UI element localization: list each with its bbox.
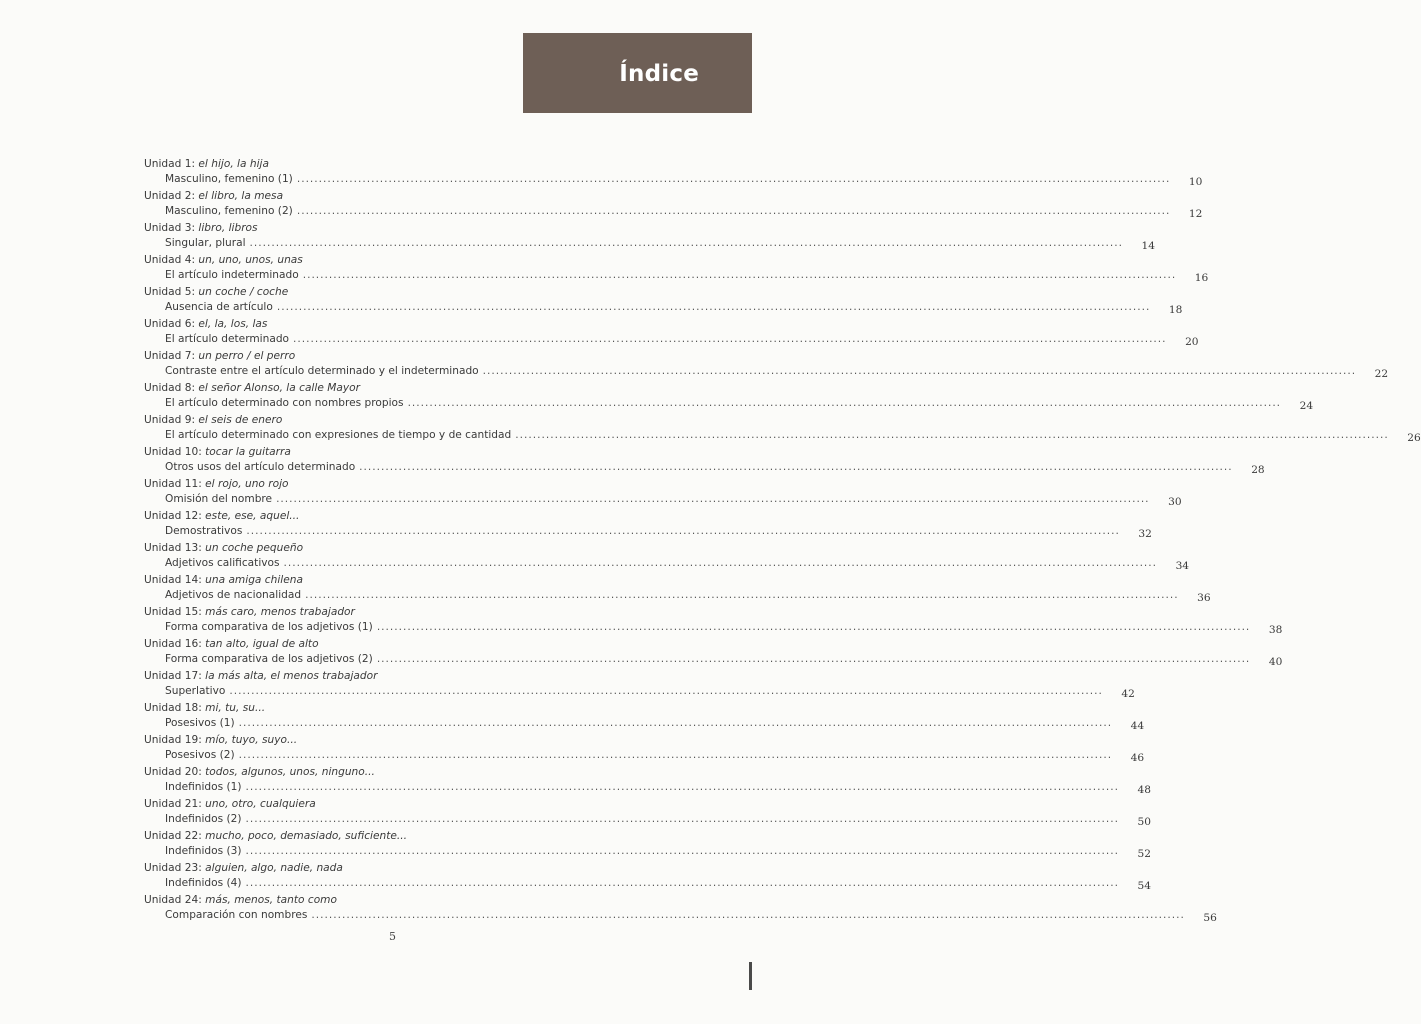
toc-unit-label: Unidad 9: bbox=[144, 414, 196, 426]
toc-unit-line bbox=[144, 317, 646, 332]
toc-unit-line bbox=[144, 797, 646, 812]
dot-leader: ........................................................................................................................................................................................................ bbox=[238, 717, 1113, 729]
toc-unit-line bbox=[144, 381, 646, 396]
toc-page-number: 36 bbox=[1197, 592, 1211, 604]
toc-description-line bbox=[144, 556, 1190, 572]
toc-unit-title: tan alto, igual de alto bbox=[205, 638, 319, 650]
toc-entry bbox=[144, 541, 1190, 573]
toc-page-number: 34 bbox=[1175, 560, 1190, 572]
toc-description: Otros usos del artículo determinado bbox=[165, 461, 356, 473]
toc-description-line bbox=[144, 268, 1209, 284]
toc-entry bbox=[144, 413, 1421, 445]
dot-leader: ........................................................................................................................................................................................................ bbox=[302, 269, 1177, 281]
toc-page-number: 38 bbox=[1268, 624, 1283, 636]
toc-unit-label: Unidad 3: bbox=[144, 222, 196, 234]
toc-page-number: 56 bbox=[1203, 912, 1217, 924]
toc-description-line bbox=[144, 812, 1152, 828]
toc-entry bbox=[144, 189, 1203, 221]
toc-unit-line bbox=[144, 829, 646, 844]
toc-page-number: 22 bbox=[1374, 368, 1389, 380]
toc-description-line bbox=[144, 876, 1152, 892]
toc-description: Singular, plural bbox=[165, 237, 246, 249]
toc-description-line bbox=[144, 396, 1314, 412]
table-of-contents bbox=[144, 157, 1421, 925]
toc-unit-title: mío, tuyo, suyo... bbox=[205, 734, 298, 746]
toc-unit-line bbox=[144, 701, 646, 716]
toc-entry bbox=[144, 765, 1152, 797]
toc-unit-label: Unidad 10: bbox=[144, 446, 202, 458]
dot-leader: ........................................................................................................................................................................................................ bbox=[245, 813, 1120, 825]
dot-leader: ........................................................................................................................................................................................................ bbox=[407, 397, 1282, 409]
toc-entry bbox=[144, 797, 1152, 829]
toc-unit-label: Unidad 11: bbox=[144, 478, 202, 490]
dot-leader: ........................................................................................................................................................................................................ bbox=[276, 301, 1151, 313]
toc-unit-line bbox=[144, 285, 646, 300]
dot-leader: ........................................................................................................................................................................................................ bbox=[283, 557, 1158, 569]
toc-entry bbox=[144, 669, 1135, 701]
toc-entry bbox=[144, 221, 1156, 253]
toc-unit-label: Unidad 1: bbox=[144, 158, 196, 170]
toc-unit-label: Unidad 18: bbox=[144, 702, 202, 714]
dot-leader: ........................................................................................................................................................................................................ bbox=[276, 493, 1150, 505]
toc-unit-label: Unidad 4: bbox=[144, 254, 196, 266]
toc-unit-label: Unidad 5: bbox=[144, 286, 196, 298]
scan-edge-mark bbox=[749, 962, 752, 990]
toc-description: El artículo determinado con expresiones de tiempo y de cantidad bbox=[165, 429, 512, 441]
toc-page-number: 52 bbox=[1137, 848, 1152, 860]
toc-unit-label: Unidad 13: bbox=[144, 542, 202, 554]
toc-unit-title: un coche pequeño bbox=[205, 542, 304, 554]
toc-unit-line bbox=[144, 157, 646, 172]
dot-leader: ........................................................................................................................................................................................................ bbox=[245, 845, 1120, 857]
dot-leader: ........................................................................................................................................................................................................ bbox=[245, 877, 1120, 889]
toc-unit-title: mucho, poco, demasiado, suficiente... bbox=[205, 830, 407, 842]
toc-unit-line bbox=[144, 573, 646, 588]
toc-unit-label: Unidad 17: bbox=[144, 670, 202, 682]
toc-unit-line bbox=[144, 669, 646, 684]
toc-description: El artículo indeterminado bbox=[165, 269, 299, 281]
dot-leader: ........................................................................................................................................................................................................ bbox=[246, 525, 1120, 537]
dot-leader: ........................................................................................................................................................................................................ bbox=[296, 173, 1171, 185]
toc-unit-title: un perro / el perro bbox=[198, 350, 296, 362]
toc-unit-line bbox=[144, 541, 646, 556]
toc-description: Indefinidos (4) bbox=[165, 877, 242, 889]
toc-unit-line bbox=[144, 221, 646, 236]
toc-description: El artículo determinado con nombres propios bbox=[165, 397, 404, 409]
toc-unit-line bbox=[144, 733, 646, 748]
toc-unit-title: el, la, los, las bbox=[198, 318, 268, 330]
toc-description-line bbox=[144, 908, 1217, 924]
dot-leader: ........................................................................................................................................................................................................ bbox=[296, 205, 1171, 217]
toc-page-number: 48 bbox=[1137, 784, 1152, 796]
toc-unit-label: Unidad 2: bbox=[144, 190, 196, 202]
toc-page-number: 12 bbox=[1188, 208, 1203, 220]
toc-entry bbox=[144, 445, 1265, 477]
toc-page-number: 28 bbox=[1251, 464, 1265, 476]
toc-unit-title: el libro, la mesa bbox=[198, 190, 284, 202]
toc-description: Omisión del nombre bbox=[165, 493, 273, 505]
dot-leader: ........................................................................................................................................................................................................ bbox=[238, 749, 1113, 761]
toc-unit-label: Unidad 7: bbox=[144, 350, 196, 362]
toc-description-line bbox=[144, 492, 1182, 508]
toc-entry bbox=[144, 317, 1199, 349]
toc-unit-title: más caro, menos trabajador bbox=[205, 606, 355, 618]
toc-unit-title: tocar la guitarra bbox=[205, 446, 291, 458]
toc-page-number: 50 bbox=[1137, 816, 1152, 828]
toc-page-number: 18 bbox=[1168, 304, 1183, 316]
toc-unit-title: uno, otro, cualquiera bbox=[205, 798, 316, 810]
dot-leader: ........................................................................................................................................................................................................ bbox=[515, 429, 1389, 441]
toc-unit-line bbox=[144, 893, 646, 908]
dot-leader: ........................................................................................................................................................................................................ bbox=[293, 333, 1167, 345]
toc-unit-label: Unidad 22: bbox=[144, 830, 202, 842]
dot-leader: ........................................................................................................................................................................................................ bbox=[305, 589, 1179, 601]
toc-unit-title: todos, algunos, unos, ninguno... bbox=[205, 766, 375, 778]
toc-description-line bbox=[144, 652, 1283, 668]
dot-leader: ........................................................................................................................................................................................................ bbox=[376, 653, 1251, 665]
toc-description: El artículo determinado bbox=[165, 333, 290, 345]
toc-entry bbox=[144, 701, 1145, 733]
toc-page-number: 20 bbox=[1185, 336, 1199, 348]
toc-unit-label: Unidad 8: bbox=[144, 382, 196, 394]
toc-unit-label: Unidad 23: bbox=[144, 862, 202, 874]
toc-page-number: 16 bbox=[1194, 272, 1209, 284]
toc-page-number: 26 bbox=[1407, 432, 1421, 444]
toc-description: Indefinidos (3) bbox=[165, 845, 242, 857]
toc-description-line bbox=[144, 236, 1156, 252]
toc-description-line bbox=[144, 524, 1152, 540]
dot-leader: ........................................................................................................................................................................................................ bbox=[311, 909, 1185, 921]
toc-description-line bbox=[144, 172, 1203, 188]
toc-description: Adjetivos calificativos bbox=[165, 557, 280, 569]
toc-entry bbox=[144, 605, 1283, 637]
toc-unit-title: el hijo, la hija bbox=[198, 158, 269, 170]
toc-description: Indefinidos (2) bbox=[165, 813, 242, 825]
toc-page-number: 10 bbox=[1188, 176, 1203, 188]
toc-entry bbox=[144, 285, 1183, 317]
toc-description-line bbox=[144, 364, 1389, 380]
toc-unit-title: libro, libros bbox=[198, 222, 258, 234]
toc-unit-label: Unidad 20: bbox=[144, 766, 202, 778]
toc-description: Demostrativos bbox=[165, 525, 243, 537]
toc-unit-label: Unidad 21: bbox=[144, 798, 202, 810]
toc-unit-line bbox=[144, 413, 646, 428]
toc-unit-line bbox=[144, 253, 646, 268]
toc-page-number: 44 bbox=[1130, 720, 1145, 732]
toc-entry bbox=[144, 861, 1152, 893]
toc-description-line bbox=[144, 428, 1421, 444]
dot-leader: ........................................................................................................................................................................................................ bbox=[359, 461, 1233, 473]
toc-unit-title: este, ese, aquel... bbox=[205, 510, 300, 522]
toc-unit-label: Unidad 24: bbox=[144, 894, 202, 906]
toc-unit-title: el rojo, uno rojo bbox=[205, 478, 289, 490]
toc-description-line bbox=[144, 620, 1283, 636]
toc-unit-label: Unidad 12: bbox=[144, 510, 202, 522]
toc-description: Superlativo bbox=[165, 685, 226, 697]
toc-page-number: 14 bbox=[1141, 240, 1156, 252]
toc-description: Contraste entre el artículo determinado y el indeterminado bbox=[165, 365, 479, 377]
toc-unit-label: Unidad 14: bbox=[144, 574, 202, 586]
toc-description-line bbox=[144, 748, 1145, 764]
toc-description-line bbox=[144, 460, 1265, 476]
toc-entry bbox=[144, 253, 1209, 285]
toc-description: Indefinidos (1) bbox=[165, 781, 242, 793]
toc-description: Forma comparativa de los adjetivos (2) bbox=[165, 653, 373, 665]
toc-unit-line bbox=[144, 509, 646, 524]
toc-entry bbox=[144, 637, 1283, 669]
toc-unit-title: mi, tu, su... bbox=[205, 702, 266, 714]
toc-entry bbox=[144, 381, 1314, 413]
toc-description: Posesivos (2) bbox=[165, 749, 235, 761]
toc-unit-title: un, uno, unos, unas bbox=[198, 254, 303, 266]
dot-leader: ........................................................................................................................................................................................................ bbox=[229, 685, 1103, 697]
toc-description-line bbox=[144, 684, 1135, 700]
toc-entry bbox=[144, 509, 1152, 541]
toc-page-number: 30 bbox=[1168, 496, 1182, 508]
toc-unit-label: Unidad 16: bbox=[144, 638, 202, 650]
page-title: Índice bbox=[619, 61, 699, 87]
toc-page-number: 24 bbox=[1299, 400, 1314, 412]
toc-unit-label: Unidad 6: bbox=[144, 318, 196, 330]
toc-unit-line bbox=[144, 637, 646, 652]
toc-description: Posesivos (1) bbox=[165, 717, 235, 729]
toc-unit-title: alguien, algo, nadie, nada bbox=[205, 862, 343, 874]
toc-description: Comparación con nombres bbox=[165, 909, 308, 921]
toc-description-line bbox=[144, 300, 1183, 316]
toc-description: Masculino, femenino (1) bbox=[165, 173, 293, 185]
toc-entry bbox=[144, 893, 1217, 925]
toc-unit-title: el seis de enero bbox=[198, 414, 283, 426]
toc-entry bbox=[144, 573, 1211, 605]
toc-description-line bbox=[144, 716, 1145, 732]
toc-entry bbox=[144, 477, 1182, 509]
toc-description: Forma comparativa de los adjetivos (1) bbox=[165, 621, 373, 633]
toc-entry bbox=[144, 157, 1203, 189]
toc-unit-label: Unidad 19: bbox=[144, 734, 202, 746]
toc-unit-title: una amiga chilena bbox=[205, 574, 303, 586]
toc-unit-title: un coche / coche bbox=[198, 286, 289, 298]
toc-page-number: 46 bbox=[1130, 752, 1145, 764]
toc-page-number: 42 bbox=[1121, 688, 1135, 700]
toc-description-line bbox=[144, 332, 1199, 348]
toc-unit-line bbox=[144, 349, 646, 364]
toc-unit-title: la más alta, el menos trabajador bbox=[205, 670, 378, 682]
dot-leader: ........................................................................................................................................................................................................ bbox=[245, 781, 1120, 793]
toc-unit-line bbox=[144, 189, 646, 204]
toc-page-number: 40 bbox=[1268, 656, 1283, 668]
toc-description-line bbox=[144, 844, 1152, 860]
toc-description-line bbox=[144, 780, 1152, 796]
toc-page-number: 54 bbox=[1137, 880, 1152, 892]
toc-entry bbox=[144, 733, 1145, 765]
toc-unit-line bbox=[144, 605, 646, 620]
toc-entry bbox=[144, 349, 1389, 381]
dot-leader: ........................................................................................................................................................................................................ bbox=[482, 365, 1357, 377]
toc-unit-label: Unidad 15: bbox=[144, 606, 202, 618]
toc-unit-line bbox=[144, 861, 646, 876]
toc-description-line bbox=[144, 204, 1203, 220]
toc-description: Adjetivos de nacionalidad bbox=[165, 589, 302, 601]
toc-unit-line bbox=[144, 477, 646, 492]
index-header-box bbox=[523, 33, 752, 113]
toc-description: Masculino, femenino (2) bbox=[165, 205, 293, 217]
page-number-footer: 5 bbox=[389, 930, 396, 943]
toc-description-line bbox=[144, 588, 1211, 604]
toc-unit-line bbox=[144, 445, 646, 460]
toc-description: Ausencia de artículo bbox=[165, 301, 273, 313]
dot-leader: ........................................................................................................................................................................................................ bbox=[376, 621, 1251, 633]
toc-unit-line bbox=[144, 765, 646, 780]
dot-leader: ........................................................................................................................................................................................................ bbox=[249, 237, 1124, 249]
toc-page-number: 32 bbox=[1138, 528, 1152, 540]
toc-entry bbox=[144, 829, 1152, 861]
toc-unit-title: el señor Alonso, la calle Mayor bbox=[198, 382, 360, 394]
toc-unit-title: más, menos, tanto como bbox=[205, 894, 337, 906]
